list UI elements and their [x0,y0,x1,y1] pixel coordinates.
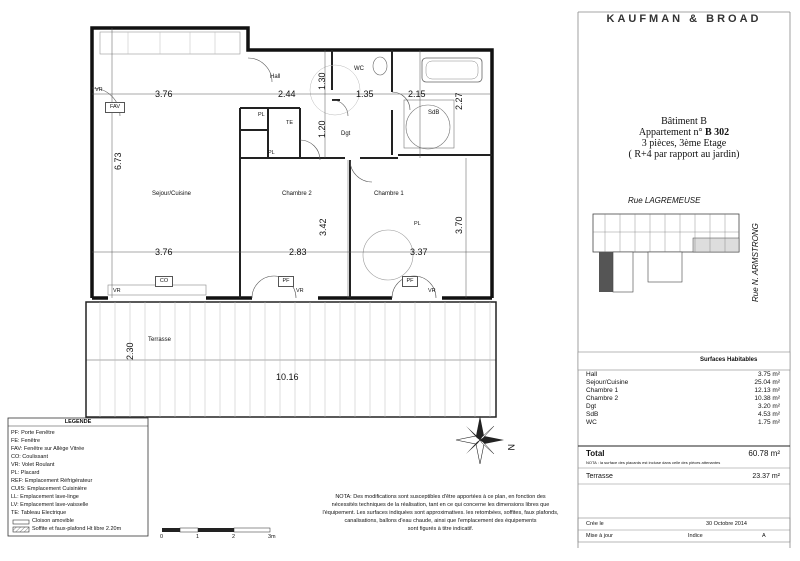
surface-label: Chambre 1 [586,387,619,394]
dimension-label: 6.73 [113,152,123,170]
relative-level-label: ( R+4 par rapport au jardin) [628,149,740,160]
legend-item: PF: Porte Fenêtre [11,430,55,436]
room-label-sdb: SdB [428,110,440,116]
legend-item: LL: Emplacement lave-linge [11,494,79,500]
dimension-label: 2.27 [454,92,464,110]
dimension-label: 1.20 [317,120,327,138]
site-plan-thumbnail [593,214,739,292]
building-label: Bâtiment B [661,116,707,127]
dimension-label: 10.16 [276,372,299,382]
legend-item: FAV: Fenêtre sur Allège Vitrée [11,446,85,452]
legend-item: PL: Placard [11,470,40,476]
tag-vr: VR [296,288,304,294]
brand-logo: KAUFMAN & BROAD [606,13,762,25]
surface-label: Hall [586,371,598,378]
nota-text [308,493,573,533]
scale-tick: 2 [232,534,236,540]
surface-label: SdB [586,411,599,418]
surface-value: 3.75 m² [757,371,780,378]
surface-label: Chambre 2 [586,395,619,402]
legend-item: REF: Emplacement Réfrigérateur [11,478,93,484]
legend-item: CUIS: Emplacement Cuisinière [11,486,87,492]
index-value: A [762,533,766,539]
index-label: Indice [688,533,703,539]
surfaces-nota: NOTA : la surface des placards est incluse dans celle des pièces attenantes [586,460,721,465]
tag-vr: VR [113,288,121,294]
scale-tick: 3m [268,534,276,540]
title-block [578,116,790,160]
surface-value: 4.53 m² [757,411,780,418]
dimension-label: 1.30 [317,72,327,90]
tag-pl: PL [414,221,421,227]
legend-item: VR: Volet Roulant [11,462,55,468]
nota-line: l'équipement. Les surfaces indiquées sont approximatives. les retombées, soffites, faux plafonds, [322,510,559,516]
legend-item: CO: Coulissant [11,454,48,460]
nota-line: sont figurés à titre indicatif. [407,526,474,532]
legend-item: Soffite et faux-plafond Ht libre 2.20m [32,526,122,532]
tag-fav: FAV [105,102,125,113]
street-top-label: Rue LAGREMEUSE [628,196,701,205]
tag-pf: PF [278,276,294,287]
street-side-label: Rue N. ARMSTRONG [751,223,760,302]
compass-rose-icon [456,416,504,464]
terrasse-label: Terrasse [586,473,613,480]
nota-line: nécessités techniques de la réalisation, tant en ce qui concerne les dimensions libres que [331,502,550,508]
rooms-floor-label: 3 pièces, 3ème Etage [641,138,727,149]
apartment-prefix: Appartement n° [638,127,703,138]
nota-line: NOTA: Des modifications sont susceptibles d'être apportées à ce plan, en fonction des [335,494,546,500]
surface-label: Dgt [586,403,597,410]
nota-line: canalisations, ballons d'eau chaude, ainsi que l'emplacement des équipements [344,518,537,524]
dimension-label: 2.15 [408,89,426,99]
surface-value: 1.75 m² [757,419,780,426]
surface-value: 25.04 m² [754,379,780,386]
tag-pf: PF [402,276,418,287]
dimension-label: 1.35 [356,89,374,99]
created-value: 30 Octobre 2014 [706,521,747,527]
legend-item: TE: Tableau Electrique [11,510,67,516]
dimension-label: 3.76 [155,89,173,99]
legend-item: FE: Fenêtre [11,438,41,444]
room-label-chambre2: Chambre 2 [282,191,312,197]
surface-value: 3.20 m² [757,403,780,410]
surface-label: WC [586,419,597,426]
legend-item: Cloison amovible [32,518,74,524]
room-label-sejour: Sejour/Cuisine [152,191,192,197]
apartment-label [578,127,790,138]
room-label-dgt: Dgt [341,131,351,137]
room-label-chambre1: Chambre 1 [374,191,404,197]
tag-co: CO [155,276,173,287]
dimension-label: 3.76 [155,247,173,257]
dimension-label: 3.70 [454,216,464,234]
terrasse-value: 23.37 m² [752,473,780,480]
surface-value: 12.13 m² [754,387,780,394]
scale-tick: 1 [196,534,200,540]
legend-box [8,418,148,536]
legend-item: LV: Emplacement lave-vaisselle [11,502,89,508]
room-label-hall: Hall [270,74,281,80]
compass-north-label: N [506,444,516,451]
dimension-label: 3.42 [318,218,328,236]
dimension-label: 3.37 [410,247,428,257]
scale-tick: 0 [160,534,164,540]
total-label: Total [586,449,605,458]
dimension-label: 2.83 [289,247,307,257]
tag-te: TE [286,120,294,126]
total-value: 60.78 m² [748,449,780,458]
scale-bar-icon [162,528,270,532]
legend-title: LEGENDE [64,419,92,425]
tag-vr: VR [428,288,436,294]
dimension-label: 2.30 [125,342,135,360]
surfaces-title: Surfaces Habitables [700,357,758,363]
tag-pl: PL [268,150,275,156]
created-label: Crée le [586,521,604,527]
surface-value: 10.38 m² [754,395,780,402]
surface-label: Sejour/Cuisine [586,379,629,386]
updated-label: Mise à jour [586,533,613,539]
room-label-terrasse: Terrasse [148,337,172,343]
apartment-number: B 302 [705,127,730,138]
dimension-label: 2.44 [278,89,296,99]
room-label-wc: WC [354,66,364,72]
tag-vr: VR [95,87,103,93]
tag-pl: PL [258,112,265,118]
